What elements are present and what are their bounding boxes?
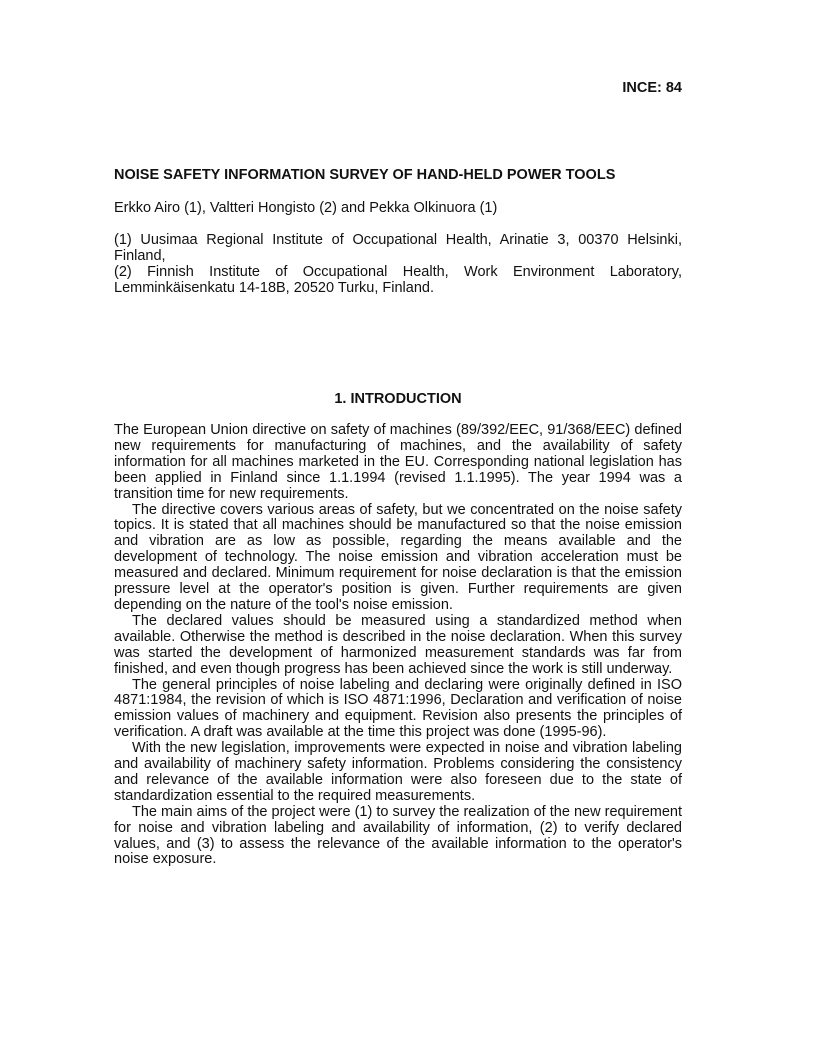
paragraph-4: The general principles of noise labeling and declaring were originally defined in ISO 4871:1984, the revision of which is ISO 4871:1996, Declaration and verification of noise emission values of machinery and equipment. Revision also presents the principles of verification. A draft was available at the time this project was done (1995-96). [114,676,682,741]
paragraph-6: The main aims of the project were (1) to survey the realization of the new requirement for noise and vibration labeling and availability of information, (2) to verify declared values, and (3) to assess the relevance of the available information to the operator's noise exposure. [114,803,682,868]
paper-title: NOISE SAFETY INFORMATION SURVEY OF HAND-HELD POWER TOOLS [114,167,616,183]
paragraph-2: The directive covers various areas of safety, but we concentrated on the noise safety topics. It is stated that all machines should be manufactured so that the noise emission and vibration are as low as possible, regarding the means available and the development of technology. The noise emission and vibration acceleration must be measured and declared. Minimum requirement for noise declaration is that the emission pressure level at the operator's position is given. Further requirements are given depending on the nature of the tool's noise emission. [114,501,682,613]
section-heading: 1. INTRODUCTION [334,391,462,407]
paragraph-5: With the new legislation, improvements were expected in noise and vibration labeling and availability of machinery safety information. Problems considering the consistency and relevance of the available information were also foreseen due to the state of standardization essential to the required measurements. [114,740,682,804]
affiliations [114,232,682,296]
paragraph-1: The European Union directive on safety of machines (89/392/EEC, 91/368/EEC) defined new requirements for manufacturing of machines, and the availability of safety information for all machines marketed in the EU. Corresponding national legislation has been applied in Finland since 1.1.1994 (revised 1.1.1995). The year 1994 was a transition time for new requirements. [114,422,682,502]
affiliation-1: (1) Uusimaa Regional Institute of Occupational Health, Arinatie 3, 00370 Helsinki, Finland, [114,232,682,264]
author-list: Erkko Airo (1), Valtteri Hongisto (2) and Pekka Olkinuora (1) [114,200,498,216]
affiliation-2: (2) Finnish Institute of Occupational Health, Work Environment Laboratory, Lemminkäisenkatu 14-18B, 20520 Turku, Finland. [114,264,682,296]
paragraph-3: The declared values should be measured using a standardized method when available. Otherwise the method is described in the noise declaration. When this survey was started the development of harmonized measurement standards was far from finished, and even though progress has been achieved since the work is still underway. [114,612,682,677]
section-body [114,423,682,868]
document-code: INCE: 84 [622,80,682,96]
